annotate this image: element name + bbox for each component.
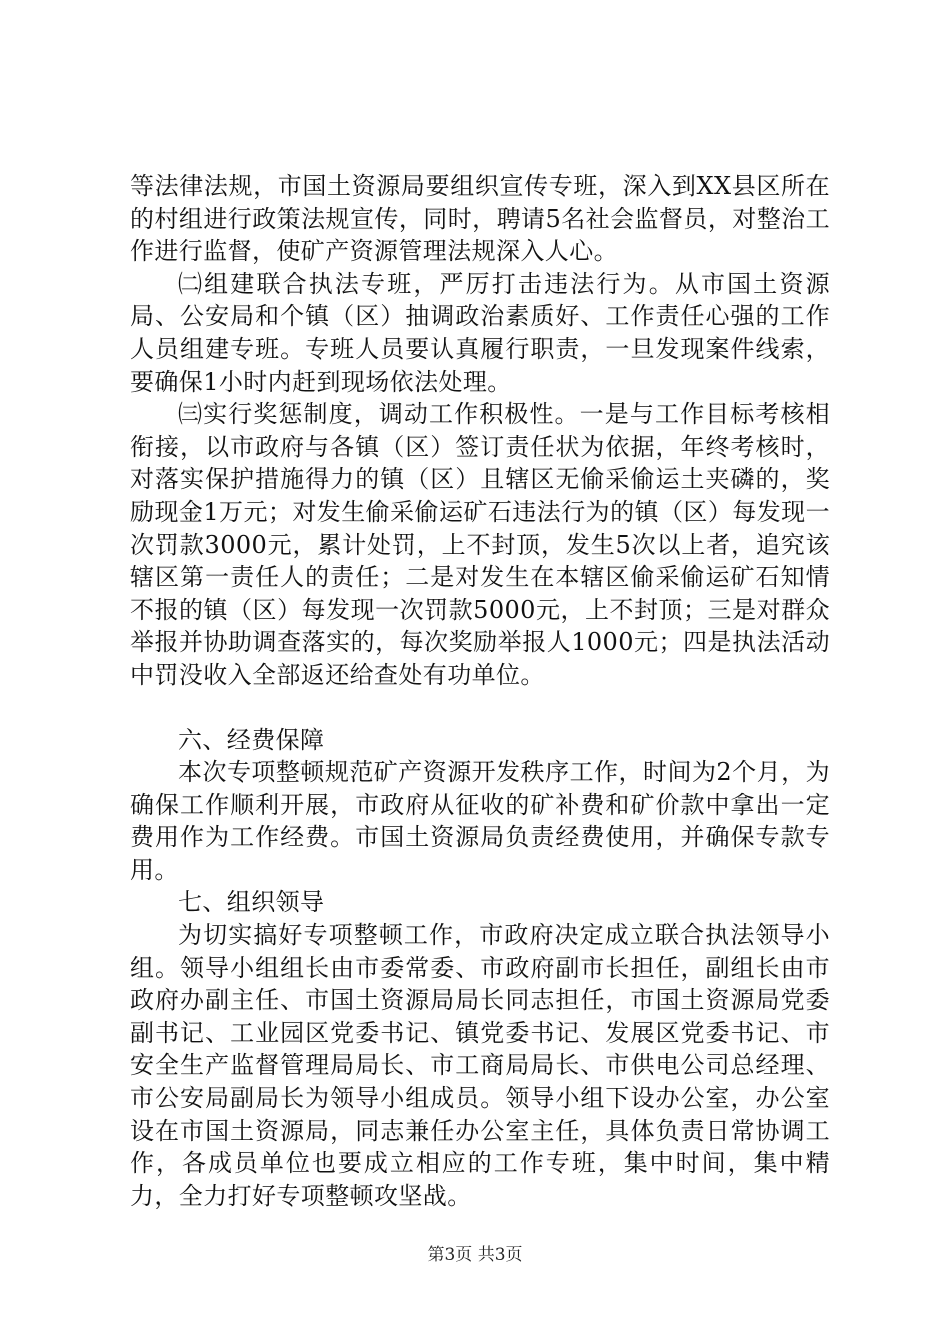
section-heading-leadership: 七、组织领导 [178, 888, 325, 917]
paragraph-gap [130, 692, 830, 724]
paragraph-rewards-penalties: ㈢实行奖惩制度，调动工作积极性。一是与工作目标考核相衔接，以市政府与各镇（区）签订责任状为依据，年终考核时，对落实保护措施得力的镇（区）且辖区无偷采偷运土夹磷的，奖励现金1万元；对发生偷采偷运矿石违法行为的镇（区）每发现一次罚款3000元，累计处罚，上不封顶，发生5次以上者，追究该辖区第一责任人的责任；二是对发生在本辖区偷采偷运矿石知情不报的镇（区）每发现一次罚款5000元，上不封顶；三是对群众举报并协助调查落实的，每次奖励举报人1000元；四是执法活动中罚没收入全部返还给查处有功单位。 [130, 400, 830, 689]
paragraph-leadership: 为切实搞好专项整顿工作，市政府决定成立联合执法领导小组。领导小组组长由市委常委、市政府副市长担任，副组长由市政府办副主任、市国土资源局局长同志担任，市国土资源局党委副书记、工业园区党委书记、镇党委书记、发展区党委书记、市安全生产监督管理局局长、市工商局局长、市供电公司总经理、市公安局副局长为领导小组成员。领导小组下设办公室，办公室设在市国土资源局，同志兼任办公室主任，具体负责日常协调工作，各成员单位也要成立相应的工作专班，集中时间，集中精力，全力打好专项整顿攻坚战。 [130, 921, 830, 1210]
paragraph-publicity-continued: 等法律法规，市国土资源局要组织宣传专班，深入到XX县区所在的村组进行政策法规宣传，同时，聘请5名社会监督员，对整治工作进行监督，使矿产资源管理法规深入人心。 [130, 172, 830, 266]
paragraph-funding: 本次专项整顿规范矿产资源开发秩序工作，时间为2个月，为确保工作顺利开展，市政府从征收的矿补费和矿价款中拿出一定费用作为工作经费。市国土资源局负责经费使用，并确保专款专用。 [130, 758, 830, 884]
paragraph-joint-enforcement: ㈡组建联合执法专班，严厉打击违法行为。从市国土资源局、公安局和个镇（区）抽调政治素质好、工作责任心强的工作人员组建专班。专班人员要认真履行职责，一旦发现案件线索，要确保1小时内赶到现场依法处理。 [130, 269, 830, 396]
document-body [130, 170, 830, 1212]
page-footer: 第3页 共3页 [427, 1245, 523, 1265]
section-heading-funding: 六、经费保障 [178, 725, 325, 754]
